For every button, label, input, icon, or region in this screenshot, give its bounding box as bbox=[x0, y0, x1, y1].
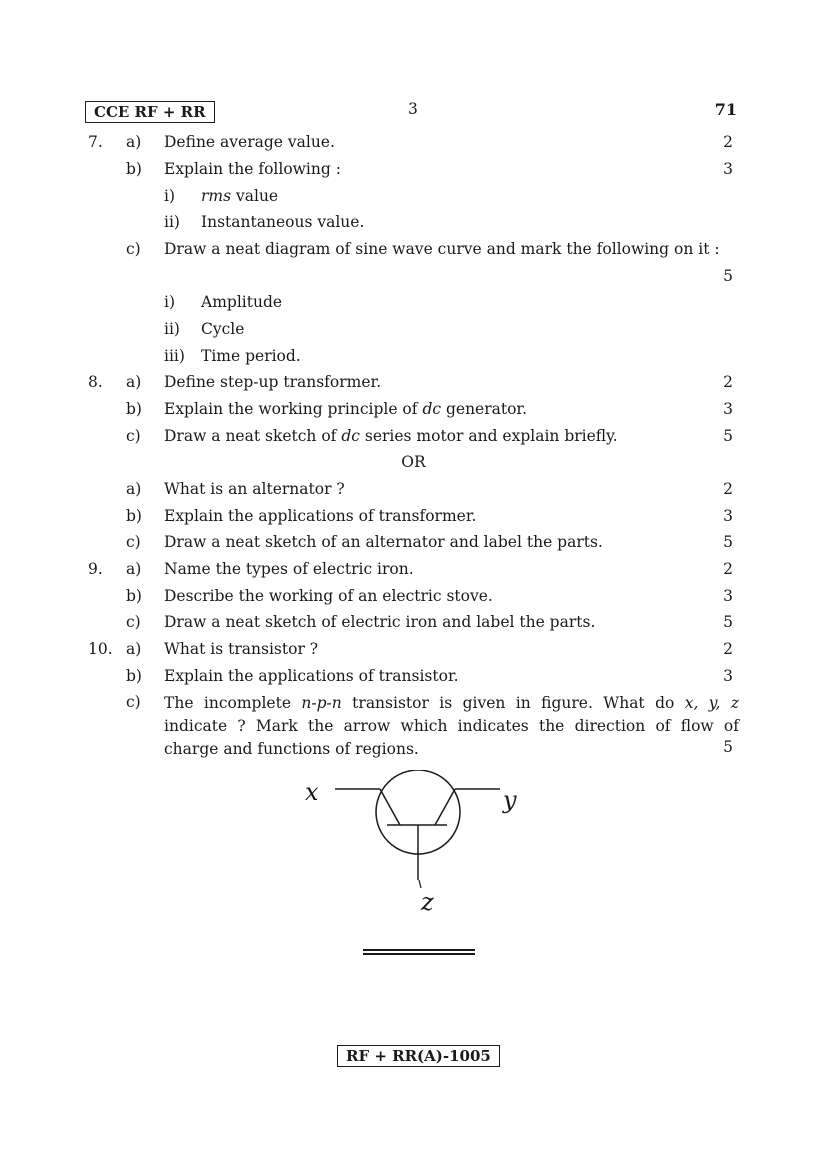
collector-line bbox=[435, 789, 455, 825]
question-marks: 5 bbox=[723, 267, 733, 285]
subject-code: CCE RF + RR bbox=[94, 103, 206, 121]
question-10c-marks: 5 bbox=[723, 738, 733, 756]
question-text: What is transistor ? bbox=[164, 640, 319, 658]
question-marks: 3 bbox=[723, 667, 733, 685]
question-sub-label: a) bbox=[126, 480, 142, 498]
question-roman-label: ii) bbox=[164, 320, 180, 338]
label-x: x bbox=[305, 778, 319, 806]
question-marks: 2 bbox=[723, 640, 733, 658]
question-marks: 2 bbox=[723, 560, 733, 578]
question-marks: 5 bbox=[723, 613, 733, 631]
subject-code-box bbox=[85, 101, 215, 123]
question-sub-label: c) bbox=[126, 533, 141, 551]
question-marks: 2 bbox=[723, 133, 733, 151]
question-marks: 3 bbox=[723, 160, 733, 178]
question-text: Time period. bbox=[201, 347, 301, 365]
question-text: Name the types of electric iron. bbox=[164, 560, 414, 578]
label-z: z bbox=[421, 888, 434, 916]
question-marks: 3 bbox=[723, 400, 733, 418]
question-text: Draw a neat sketch of an alternator and label the parts. bbox=[164, 533, 603, 551]
question-marks: 3 bbox=[723, 587, 733, 605]
question-text: Describe the working of an electric stove. bbox=[164, 587, 493, 605]
question-sub-label: a) bbox=[126, 373, 142, 391]
transistor-figure bbox=[295, 770, 535, 920]
question-text: Instantaneous value. bbox=[201, 213, 365, 231]
question-marks: 5 bbox=[723, 533, 733, 551]
question-text: Explain the following : bbox=[164, 160, 341, 178]
question-text: Explain the applications of transformer. bbox=[164, 507, 477, 525]
footer-code: RF + RR(A)-1005 bbox=[346, 1047, 491, 1065]
question-marks: 2 bbox=[723, 480, 733, 498]
question-roman-label: iii) bbox=[164, 347, 185, 365]
question-text: Define average value. bbox=[164, 133, 335, 151]
question-marks: 5 bbox=[723, 427, 733, 445]
page-number: 3 bbox=[408, 100, 418, 118]
end-rule-top bbox=[363, 949, 475, 951]
or-separator: OR bbox=[401, 453, 426, 471]
question-text: Amplitude bbox=[201, 293, 283, 311]
question-text: What is an alternator ? bbox=[164, 480, 345, 498]
question-text: Draw a neat sketch of electric iron and label the parts. bbox=[164, 613, 596, 631]
emitter-line bbox=[380, 789, 400, 825]
question-sub-label: a) bbox=[126, 560, 142, 578]
question-sub-label: b) bbox=[126, 160, 142, 178]
paper-code: 71 bbox=[714, 100, 737, 119]
question-sub-label: c) bbox=[126, 240, 141, 258]
question-sub-label: b) bbox=[126, 507, 142, 525]
question-sub-label: b) bbox=[126, 587, 142, 605]
question-text: Cycle bbox=[201, 320, 245, 338]
question-number: 10. bbox=[88, 640, 113, 658]
question-sub-label: a) bbox=[126, 640, 142, 658]
question-text: rms value bbox=[201, 187, 279, 205]
question-number: 9. bbox=[88, 560, 103, 578]
question-sub-label: c) bbox=[126, 693, 141, 711]
question-roman-label: ii) bbox=[164, 213, 180, 231]
footer-code-box bbox=[337, 1045, 500, 1067]
question-sub-label: a) bbox=[126, 133, 142, 151]
question-marks: 3 bbox=[723, 507, 733, 525]
question-text: Explain the working principle of dc generator. bbox=[164, 400, 528, 418]
question-sub-label: b) bbox=[126, 400, 142, 418]
question-text: Explain the applications of transistor. bbox=[164, 667, 459, 685]
question-roman-label: i) bbox=[164, 187, 176, 205]
question-number: 8. bbox=[88, 373, 103, 391]
question-10c-text: The incomplete n-p-n transistor is given in figure. What do x, y, z indicate ? Mark the arrow which indicates the direction of flow of charge and functions of regions. bbox=[164, 694, 739, 758]
question-sub-label: c) bbox=[126, 613, 141, 631]
question-sub-label: b) bbox=[126, 667, 142, 685]
question-marks: 2 bbox=[723, 373, 733, 391]
question-roman-label: i) bbox=[164, 293, 176, 311]
question-sub-label: c) bbox=[126, 427, 141, 445]
question-text: Define step-up transformer. bbox=[164, 373, 382, 391]
question-text: Draw a neat sketch of dc series motor and explain briefly. bbox=[164, 427, 618, 445]
label-y: y bbox=[503, 786, 517, 814]
end-rule-bottom bbox=[363, 953, 475, 955]
question-text: Draw a neat diagram of sine wave curve and mark the following on it : bbox=[164, 240, 720, 258]
question-number: 7. bbox=[88, 133, 103, 151]
